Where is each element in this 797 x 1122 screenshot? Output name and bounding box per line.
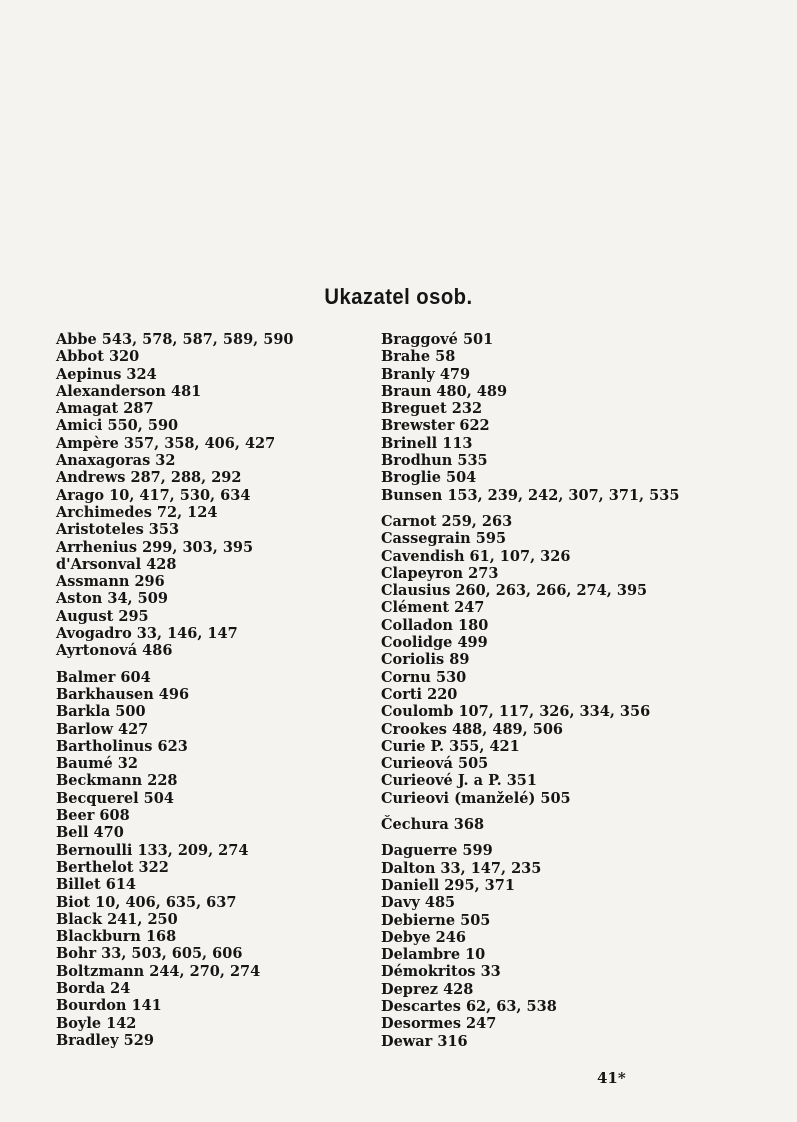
index-entry: Biot 10, 406, 635, 637 bbox=[56, 893, 237, 911]
index-entry: Coulomb 107, 117, 326, 334, 356 bbox=[381, 703, 651, 721]
index-entry: Brinell 113 bbox=[381, 434, 473, 452]
index-entry: Coriolis 89 bbox=[381, 651, 470, 669]
index-entry: Bartholinus 623 bbox=[56, 737, 188, 755]
index-entry: Ampère 357, 358, 406, 427 bbox=[56, 434, 276, 452]
index-entry: Dalton 33, 147, 235 bbox=[381, 859, 542, 877]
index-entry: Cavendish 61, 107, 326 bbox=[381, 547, 571, 565]
index-entry: Clapeyron 273 bbox=[381, 564, 499, 582]
index-entry: Ayrtonová 486 bbox=[56, 642, 173, 660]
index-entry: Alexanderson 481 bbox=[56, 382, 202, 400]
index-entry: Anaxagoras 32 bbox=[56, 452, 176, 470]
index-group-a bbox=[56, 331, 376, 660]
index-entry: d'Arsonval 428 bbox=[56, 555, 177, 573]
index-entry: Aristoteles 353 bbox=[56, 521, 180, 539]
index-entry: Breguet 232 bbox=[381, 400, 483, 418]
index-entry: Crookes 488, 489, 506 bbox=[381, 720, 564, 738]
index-entry: Braun 480, 489 bbox=[381, 382, 508, 400]
index-entry: Boltzmann 244, 270, 274 bbox=[56, 962, 261, 980]
index-group-ch bbox=[381, 816, 711, 833]
index-entry: Brewster 622 bbox=[381, 417, 490, 435]
index-entry: Blackburn 168 bbox=[56, 928, 177, 946]
index-entry: Borda 24 bbox=[56, 979, 131, 997]
index-entry: Clément 247 bbox=[381, 599, 485, 617]
index-entry: Desormes 247 bbox=[381, 1015, 497, 1033]
index-entry: Aepinus 324 bbox=[56, 365, 157, 383]
index-entry: Avogadro 33, 146, 147 bbox=[56, 625, 238, 643]
index-entry: Daniell 295, 371 bbox=[381, 876, 515, 894]
index-entry: Aston 34, 509 bbox=[56, 590, 168, 608]
index-entry: Cornu 530 bbox=[381, 668, 467, 686]
index-entry: Davy 485 bbox=[381, 894, 456, 912]
index-entry: Berthelot 322 bbox=[56, 858, 169, 876]
index-entry: Arago 10, 417, 530, 634 bbox=[56, 486, 251, 504]
index-entry: Cassegrain 595 bbox=[381, 530, 507, 548]
index-entry: Beer 608 bbox=[56, 807, 130, 825]
index-entry: Bourdon 141 bbox=[56, 997, 162, 1015]
index-entry: Descartes 62, 63, 538 bbox=[381, 997, 557, 1015]
group-divider bbox=[381, 833, 711, 842]
index-entry: Čechura 368 bbox=[381, 816, 485, 834]
group-divider bbox=[381, 807, 711, 816]
index-entry: August 295 bbox=[56, 607, 149, 625]
index-entry: Debye 246 bbox=[381, 928, 466, 946]
index-entry: Black 241, 250 bbox=[56, 910, 178, 928]
index-entry: Curieové J. a P. 351 bbox=[381, 772, 537, 790]
index-entry: Daguerre 599 bbox=[381, 842, 493, 860]
index-group-c bbox=[381, 513, 711, 807]
index-entry: Baumé 32 bbox=[56, 755, 138, 773]
index-entry: Abbot 320 bbox=[56, 348, 140, 366]
index-entry: Debierne 505 bbox=[381, 911, 491, 929]
index-entry: Archimedes 72, 124 bbox=[56, 503, 218, 521]
index-entry: Clausius 260, 263, 266, 274, 395 bbox=[381, 582, 648, 600]
index-entry: Corti 220 bbox=[381, 685, 458, 703]
index-entry: Barlow 427 bbox=[56, 720, 149, 738]
index-entry: Boyle 142 bbox=[56, 1014, 137, 1032]
group-divider bbox=[56, 660, 376, 669]
index-entry: Amagat 287 bbox=[56, 400, 154, 418]
index-entry: Curieovi (manželé) 505 bbox=[381, 789, 571, 807]
index-entry: Brahe 58 bbox=[381, 348, 456, 366]
index-entry: Bohr 33, 503, 605, 606 bbox=[56, 945, 243, 963]
index-entry: Delambre 10 bbox=[381, 946, 486, 964]
index-entry: Branly 479 bbox=[381, 365, 471, 383]
index-entry: Brodhun 535 bbox=[381, 452, 488, 470]
index-entry: Deprez 428 bbox=[381, 980, 474, 998]
page-title: Ukazatel osob. bbox=[324, 284, 473, 309]
index-entry: Bell 470 bbox=[56, 824, 124, 842]
index-entry: Billet 614 bbox=[56, 876, 137, 894]
index-entry: Curieová 505 bbox=[381, 755, 489, 773]
index-entry: Andrews 287, 288, 292 bbox=[56, 469, 242, 487]
group-divider bbox=[381, 504, 711, 513]
index-entry: Amici 550, 590 bbox=[56, 417, 179, 435]
index-column-right bbox=[381, 331, 711, 1050]
index-entry: Coolidge 499 bbox=[381, 634, 488, 652]
index-entry: Carnot 259, 263 bbox=[381, 512, 513, 530]
index-entry: Colladon 180 bbox=[381, 616, 489, 634]
index-entry: Bunsen 153, 239, 242, 307, 371, 535 bbox=[381, 486, 680, 504]
index-entry: Bradley 529 bbox=[56, 1031, 154, 1049]
index-entry: Abbe 543, 578, 587, 589, 590 bbox=[56, 331, 294, 348]
index-entry: Beckmann 228 bbox=[56, 772, 178, 790]
index-entry: Balmer 604 bbox=[56, 668, 151, 686]
index-entry: Braggové 501 bbox=[381, 331, 494, 348]
index-group-b bbox=[56, 669, 376, 1050]
index-entry: Démokritos 33 bbox=[381, 963, 501, 981]
index-entry: Curie P. 355, 421 bbox=[381, 737, 520, 755]
index-entry: Barkhausen 496 bbox=[56, 685, 190, 703]
index-entry: Assmann 296 bbox=[56, 573, 165, 591]
page-number: 41* bbox=[597, 1069, 626, 1087]
index-column-left bbox=[56, 331, 376, 1049]
index-entry: Broglie 504 bbox=[381, 469, 477, 487]
index-entry: Dewar 316 bbox=[381, 1032, 468, 1050]
index-entry: Barkla 500 bbox=[56, 703, 146, 721]
index-group-b-continued bbox=[381, 331, 711, 504]
index-entry: Becquerel 504 bbox=[56, 789, 174, 807]
index-entry: Bernoulli 133, 209, 274 bbox=[56, 841, 249, 859]
index-entry: Arrhenius 299, 303, 395 bbox=[56, 538, 254, 556]
index-group-d bbox=[381, 842, 711, 1050]
